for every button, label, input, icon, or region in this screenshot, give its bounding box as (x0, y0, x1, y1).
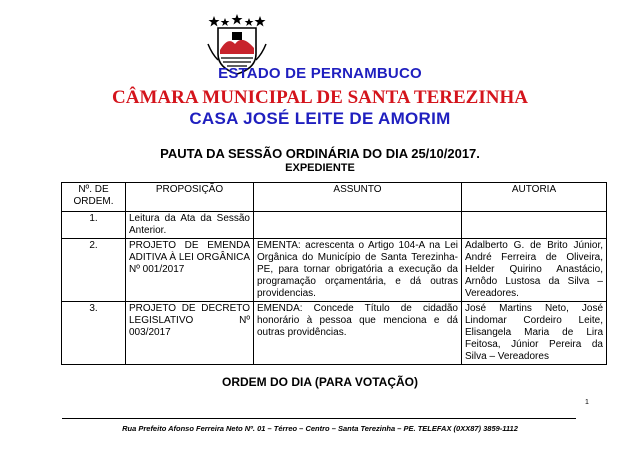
house-name: CASA JOSÉ LEITE DE AMORIM (189, 109, 451, 128)
header-authorship: AUTORIA (462, 183, 607, 212)
table-row (62, 302, 607, 365)
row-authorship (462, 212, 607, 239)
row-authorship: Adalberto G. de Brito Júnior, André Ferreira de Oliveira, Helder Quirino Anastácio, Arnôdo Lustosa da Silva – Vereadores. (462, 239, 607, 302)
agenda-title: PAUTA DA SESSÃO ORDINÁRIA DO DIA 25/10/2017. (160, 146, 480, 161)
order-of-day-heading: ORDEM DO DIA (PARA VOTAÇÃO) (222, 375, 418, 389)
row-number: 3. (62, 302, 126, 365)
row-subject: EMENTA: acrescenta o Artigo 104-A na Lei Orgânica do Município de Santa Terezinha- PE, para tornar obrigatória a execução da programação orçamentária, e dá outras providencias. (254, 239, 462, 302)
row-proposition: PROJETO DE DECRETO LEGISLATIVO Nº 003/2017 (126, 302, 254, 365)
footer-address: Rua Prefeito Afonso Ferreira Neto Nº. 01 – Térreo – Centro – Santa Terezinha – PE. TELEFAX (0XX87) 3859-1112 (122, 424, 518, 433)
table-row (62, 212, 607, 239)
header-order: Nº. DE ORDEM. (62, 183, 126, 212)
row-proposition: PROJETO DE EMENDA ADITIVA À LEI ORGÂNICA Nº 001/2017 (126, 239, 254, 302)
agenda-table (61, 182, 607, 365)
row-subject (254, 212, 462, 239)
agenda-section: EXPEDIENTE (285, 162, 355, 174)
chamber-name: CÂMARA MUNICIPAL DE SANTA TEREZINHA (112, 87, 528, 108)
row-authorship: José Martins Neto, José Lindomar Cordeiro Leite, Elisangela Maria de Lira Feitosa, Júnior Pereira da Silva – Vereadores (462, 302, 607, 365)
row-number: 2. (62, 239, 126, 302)
footer-divider (62, 418, 576, 419)
row-number: 1. (62, 212, 126, 239)
state-name: ESTADO DE PERNAMBUCO (218, 65, 422, 82)
table-header-row (62, 183, 607, 212)
row-proposition: Leitura da Ata da Sessão Anterior. (126, 212, 254, 239)
header-proposition: PROPOSIÇÃO (126, 183, 254, 212)
row-subject: EMENDA: Concede Título de cidadão honorário à pessoa que menciona e dá outras providências. (254, 302, 462, 365)
table-row (62, 239, 607, 302)
header-subject: ASSUNTO (254, 183, 462, 212)
page-number: 1 (585, 399, 589, 406)
